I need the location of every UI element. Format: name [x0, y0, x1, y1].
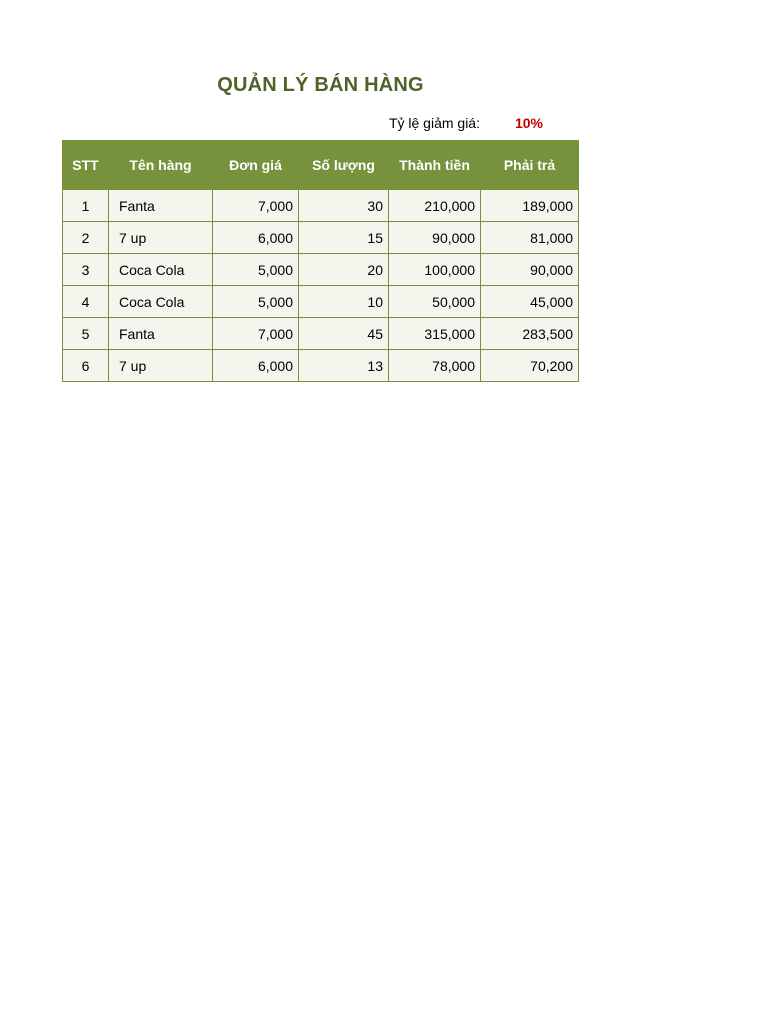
cell-unit-price[interactable]: 5,000: [213, 254, 299, 286]
column-header-product-name[interactable]: Tên hàng: [109, 141, 213, 190]
cell-quantity[interactable]: 20: [299, 254, 389, 286]
cell-amount[interactable]: 78,000: [389, 350, 481, 382]
cell-quantity[interactable]: 15: [299, 222, 389, 254]
cell-unit-price[interactable]: 7,000: [213, 190, 299, 222]
table-header-row: [63, 141, 579, 190]
cell-payable[interactable]: 70,200: [481, 350, 579, 382]
cell-product-name[interactable]: Coca Cola: [109, 254, 213, 286]
cell-quantity[interactable]: 10: [299, 286, 389, 318]
column-header-quantity[interactable]: Số lượng: [299, 141, 389, 190]
table-row: [63, 190, 579, 222]
cell-unit-price[interactable]: 7,000: [213, 318, 299, 350]
cell-amount[interactable]: 100,000: [389, 254, 481, 286]
cell-stt[interactable]: 6: [63, 350, 109, 382]
cell-amount[interactable]: 315,000: [389, 318, 481, 350]
column-header-payable[interactable]: Phải trả: [481, 141, 579, 190]
sales-table: [62, 140, 579, 382]
cell-quantity[interactable]: 30: [299, 190, 389, 222]
cell-payable[interactable]: 81,000: [481, 222, 579, 254]
table-row: [63, 254, 579, 286]
column-header-amount[interactable]: Thành tiền: [389, 141, 481, 190]
discount-rate-label: Tỷ lệ giảm giá:: [388, 115, 480, 131]
cell-unit-price[interactable]: 5,000: [213, 286, 299, 318]
cell-stt[interactable]: 3: [63, 254, 109, 286]
cell-payable[interactable]: 90,000: [481, 254, 579, 286]
table-row: [63, 318, 579, 350]
cell-amount[interactable]: 210,000: [389, 190, 481, 222]
column-header-unit-price[interactable]: Đơn giá: [213, 141, 299, 190]
cell-amount[interactable]: 90,000: [389, 222, 481, 254]
cell-quantity[interactable]: 45: [299, 318, 389, 350]
cell-product-name[interactable]: 7 up: [109, 222, 213, 254]
cell-stt[interactable]: 4: [63, 286, 109, 318]
page-title: QUẢN LÝ BÁN HÀNG: [217, 74, 424, 96]
cell-stt[interactable]: 1: [63, 190, 109, 222]
cell-stt[interactable]: 2: [63, 222, 109, 254]
cell-stt[interactable]: 5: [63, 318, 109, 350]
cell-product-name[interactable]: Fanta: [109, 318, 213, 350]
table-row: [63, 222, 579, 254]
cell-product-name[interactable]: 7 up: [109, 350, 213, 382]
column-header-stt[interactable]: STT: [63, 141, 109, 190]
discount-rate-value[interactable]: 10%: [514, 115, 544, 131]
cell-payable[interactable]: 189,000: [481, 190, 579, 222]
cell-unit-price[interactable]: 6,000: [213, 222, 299, 254]
cell-payable[interactable]: 45,000: [481, 286, 579, 318]
cell-amount[interactable]: 50,000: [389, 286, 481, 318]
cell-unit-price[interactable]: 6,000: [213, 350, 299, 382]
cell-product-name[interactable]: Fanta: [109, 190, 213, 222]
cell-payable[interactable]: 283,500: [481, 318, 579, 350]
cell-quantity[interactable]: 13: [299, 350, 389, 382]
cell-product-name[interactable]: Coca Cola: [109, 286, 213, 318]
table-row: [63, 286, 579, 318]
table-row: [63, 350, 579, 382]
